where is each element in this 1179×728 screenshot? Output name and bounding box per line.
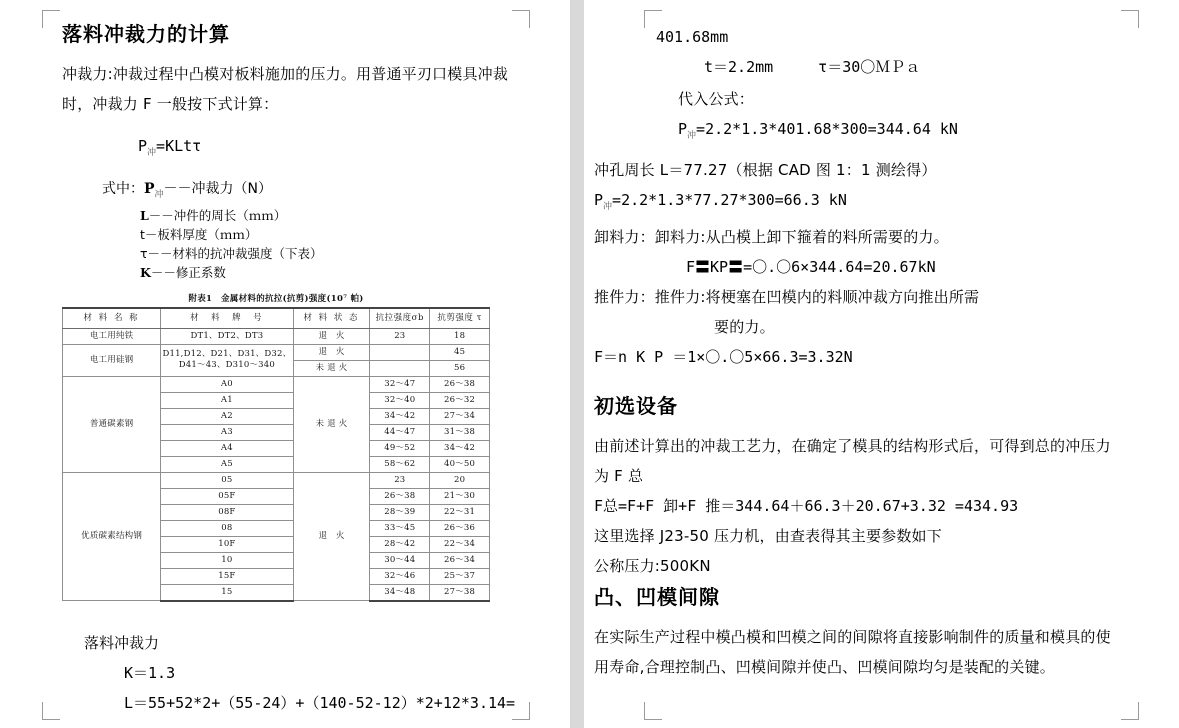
cell-material-brand: 08 xyxy=(161,520,293,536)
where-text-t: －板料厚度（ｍｍ） xyxy=(144,226,258,242)
cell-tensile-strength: 58～62 xyxy=(370,456,430,472)
cell-tensile-strength xyxy=(370,344,430,360)
formula-total-force: F总=F+F 卸+F 推＝344.64＋66.3＋20.67+3.32 =434.93 xyxy=(594,497,1019,515)
where-line-P xyxy=(102,178,510,206)
cell-material-state: 未 退 火 xyxy=(293,360,370,376)
symbol-K: K xyxy=(140,264,151,280)
cell-tensile-strength: 34～48 xyxy=(370,584,430,601)
cell-tensile-strength: 30～44 xyxy=(370,552,430,568)
cell-tensile-strength: 28～42 xyxy=(370,536,430,552)
cell-shear-strength: 26～38 xyxy=(430,376,490,392)
cell-material-brand: D11,D12、D21、D31、D32、D41～43、D310～340 xyxy=(161,344,293,376)
label-substitute: 代入公式： xyxy=(678,90,755,108)
page-left xyxy=(0,0,570,728)
left-page-content xyxy=(62,22,516,714)
page-gutter-separator xyxy=(570,0,584,728)
where-line-t xyxy=(102,225,510,244)
page-right xyxy=(584,0,1179,728)
cell-tensile-strength: 26～38 xyxy=(370,488,430,504)
formula-push-force: F＝n K P ＝1×〇.〇5×66.3=3.32N xyxy=(594,348,853,366)
cell-material-brand: 10 xyxy=(161,552,293,568)
formula-lhs-P: P xyxy=(678,120,688,138)
where-text-L: －－冲件的周长（ｍｍ） xyxy=(148,207,287,223)
formula-rhs-value-pierce: =2.2*1.3*77.27*300=66.3 kN xyxy=(612,191,847,209)
formula-subscript: 冲 xyxy=(147,148,157,158)
formula-pierce-force-result xyxy=(594,185,1117,222)
cell-shear-strength: 45 xyxy=(430,344,490,360)
where-label: 式中： xyxy=(102,181,144,197)
table-header-row xyxy=(63,308,490,329)
section-heading-die-clearance: 凸、凹模间隙 xyxy=(594,585,720,609)
cell-tensile-strength: 28～39 xyxy=(370,504,430,520)
section-heading-blanking-force: 落料冲裁力的计算 xyxy=(62,22,230,46)
cell-shear-strength: 34～42 xyxy=(430,440,490,456)
cell-material-state: 退 火 xyxy=(293,328,370,344)
cell-material-state: 退 火 xyxy=(293,344,370,360)
cell-tensile-strength: 32～40 xyxy=(370,392,430,408)
scanned-reference-table xyxy=(62,292,490,602)
where-line-K xyxy=(102,263,510,282)
symbol-L: L xyxy=(140,207,149,223)
formula-main-blanking-force xyxy=(62,131,510,168)
crop-mark-top-right xyxy=(512,10,530,28)
cell-material-name: 电工用纯铁 xyxy=(63,328,161,344)
cell-material-brand: 15 xyxy=(161,584,293,601)
cell-material-state: 未 退 火 xyxy=(293,376,370,472)
cell-material-name: 普通碳素钢 xyxy=(63,376,161,472)
right-page-content xyxy=(594,22,1117,714)
formula-parameters-t-tau: t＝2.2mm τ＝30〇ＭＰａ xyxy=(704,58,921,76)
symbol-P: P xyxy=(144,181,155,197)
material-strength-table xyxy=(62,307,490,602)
table-row xyxy=(63,376,490,392)
cell-tensile-strength: 34～42 xyxy=(370,408,430,424)
formula-L-value: L＝55+52*2+（55-24）+（140-52-12）*2+12*3.14= xyxy=(124,693,516,712)
where-line-L xyxy=(102,206,510,225)
symbol-P-subscript: 冲 xyxy=(154,189,164,200)
value-continued-perimeter: 401.68mm xyxy=(656,28,729,46)
cell-material-brand: 08F xyxy=(161,504,293,520)
col-material-state: 材 料 状 态 xyxy=(293,308,370,329)
cell-material-brand: A2 xyxy=(161,408,293,424)
crop-mark-bottom-left xyxy=(42,702,60,720)
paragraph-push-force-cont: 要的力。 xyxy=(714,318,775,336)
formula-subscript-chong-pierce: 冲 xyxy=(603,202,613,212)
formula-subscript-chong: 冲 xyxy=(687,131,697,141)
cell-shear-strength: 20 xyxy=(430,472,490,488)
col-tensile-strength: 抗拉强度σb xyxy=(370,308,430,329)
cell-shear-strength: 26～32 xyxy=(430,392,490,408)
spacer xyxy=(62,119,510,131)
paragraph-press-selection: 这里选择 J23-50 压力机，由查表得其主要参数如下 xyxy=(594,527,942,545)
paragraph-die-clearance: 在实际生产过程中模凸模和凹模之间的间隙将直接影响制件的质量和模具的使用寿命,合理控制凸、凹模间隙并使凸、凹模间隙均匀是装配的关键。 xyxy=(594,628,1111,676)
table-caption: 附表1 金属材料的抗拉(抗剪)强度(10⁷ 帕) xyxy=(188,293,364,304)
section-heading-equipment-selection: 初选设备 xyxy=(594,394,678,418)
cell-tensile-strength: 23 xyxy=(370,472,430,488)
cell-shear-strength: 27～34 xyxy=(430,408,490,424)
formula-rhs: =KLtτ xyxy=(156,137,202,155)
col-material-brand: 材 料 牌 号 xyxy=(161,308,293,329)
cell-shear-strength: 40～50 xyxy=(430,456,490,472)
cell-material-brand: 05 xyxy=(161,472,293,488)
formula-lhs: P xyxy=(138,137,148,155)
table-row xyxy=(63,328,490,344)
cell-material-brand: A1 xyxy=(161,392,293,408)
cell-material-brand: 05F xyxy=(161,488,293,504)
cell-material-brand: A4 xyxy=(161,440,293,456)
where-line-tau xyxy=(102,244,510,263)
cell-tensile-strength: 44～47 xyxy=(370,424,430,440)
paragraph-total-force-intro: 由前述计算出的冲裁工艺力，在确定了模具的结构形式后，可得到总的冲压力为 F 总 xyxy=(594,437,1111,485)
cell-shear-strength: 26～34 xyxy=(430,552,490,568)
cell-tensile-strength: 32～47 xyxy=(370,376,430,392)
symbol-t: t xyxy=(140,226,145,242)
cell-shear-strength: 18 xyxy=(430,328,490,344)
paragraph-nominal-pressure: 公称压力:500KN xyxy=(594,557,711,575)
col-shear-strength: 抗剪强度 τ xyxy=(430,308,490,329)
cell-shear-strength: 31～38 xyxy=(430,424,490,440)
cell-material-brand: 15F xyxy=(161,568,293,584)
cell-material-brand: 10F xyxy=(161,536,293,552)
cell-shear-strength: 22～34 xyxy=(430,536,490,552)
table-row xyxy=(63,344,490,360)
where-text-P: －－冲裁力（N） xyxy=(163,181,273,197)
cell-shear-strength: 27～38 xyxy=(430,584,490,601)
crop-mark-top-left xyxy=(42,10,60,28)
blanking-force-tail-block xyxy=(62,628,516,718)
cell-shear-strength: 25～37 xyxy=(430,568,490,584)
crop-mark-top-right-right-page xyxy=(1121,10,1139,28)
where-text-K: －－修正系数 xyxy=(150,264,226,280)
cell-tensile-strength: 32～46 xyxy=(370,568,430,584)
symbol-tau: τ xyxy=(140,245,148,261)
cell-shear-strength: 56 xyxy=(430,360,490,376)
paragraph-unloading-force: 卸料力：卸料力:从凸模上卸下箍着的料所需要的力。 xyxy=(594,228,949,246)
col-material-name: 材 料 名 称 xyxy=(63,308,161,329)
cell-material-state: 退 火 xyxy=(293,472,370,601)
paragraph-push-force: 推件力：推件力:将梗塞在凹模内的料顺冲裁方向推出所需 xyxy=(594,288,980,306)
cell-tensile-strength: 23 xyxy=(370,328,430,344)
crop-mark-bottom-right-right-page xyxy=(1121,702,1139,720)
cell-shear-strength: 21～30 xyxy=(430,488,490,504)
formula-K-value: K＝1.3 xyxy=(124,663,176,682)
tail-label: 落料冲裁力 xyxy=(84,633,160,652)
cell-material-brand: A0 xyxy=(161,376,293,392)
where-definitions-block xyxy=(62,178,510,282)
formula-blanking-force-result xyxy=(594,114,1117,151)
cell-tensile-strength xyxy=(370,360,430,376)
cell-material-brand: A3 xyxy=(161,424,293,440)
where-text-tau: －－材料的抗冲裁强度（下表） xyxy=(147,245,323,261)
formula-unloading-force: F〓KP〓=〇.〇6×344.64=20.67kN xyxy=(686,258,936,276)
cell-material-brand: DT1、DT2、DT3 xyxy=(161,328,293,344)
paragraph-intro: 冲裁力:冲裁过程中凸模对板料施加的压力。用普通平刃口模具冲裁时，冲裁力 F 一般按下式计算： xyxy=(62,65,509,113)
formula-lhs-P-pierce: P xyxy=(594,191,604,209)
spacer-before-section2 xyxy=(594,372,1117,394)
cell-shear-strength: 22～31 xyxy=(430,504,490,520)
table-row xyxy=(63,472,490,488)
cell-tensile-strength: 49～52 xyxy=(370,440,430,456)
cell-material-name: 电工用硅钢 xyxy=(63,344,161,376)
cell-shear-strength: 26～36 xyxy=(430,520,490,536)
table-body xyxy=(63,328,490,601)
formula-rhs-value: =2.2*1.3*401.68*300=344.64 kN xyxy=(696,120,958,138)
table-head xyxy=(63,308,490,329)
cell-material-brand: A5 xyxy=(161,456,293,472)
paragraph-pierce-perimeter: 冲孔周长 L＝77.27（根据 CAD 图 1：1 测绘得） xyxy=(594,161,937,179)
cell-tensile-strength: 33～45 xyxy=(370,520,430,536)
cell-material-name: 优质碳素结构钢 xyxy=(63,472,161,601)
